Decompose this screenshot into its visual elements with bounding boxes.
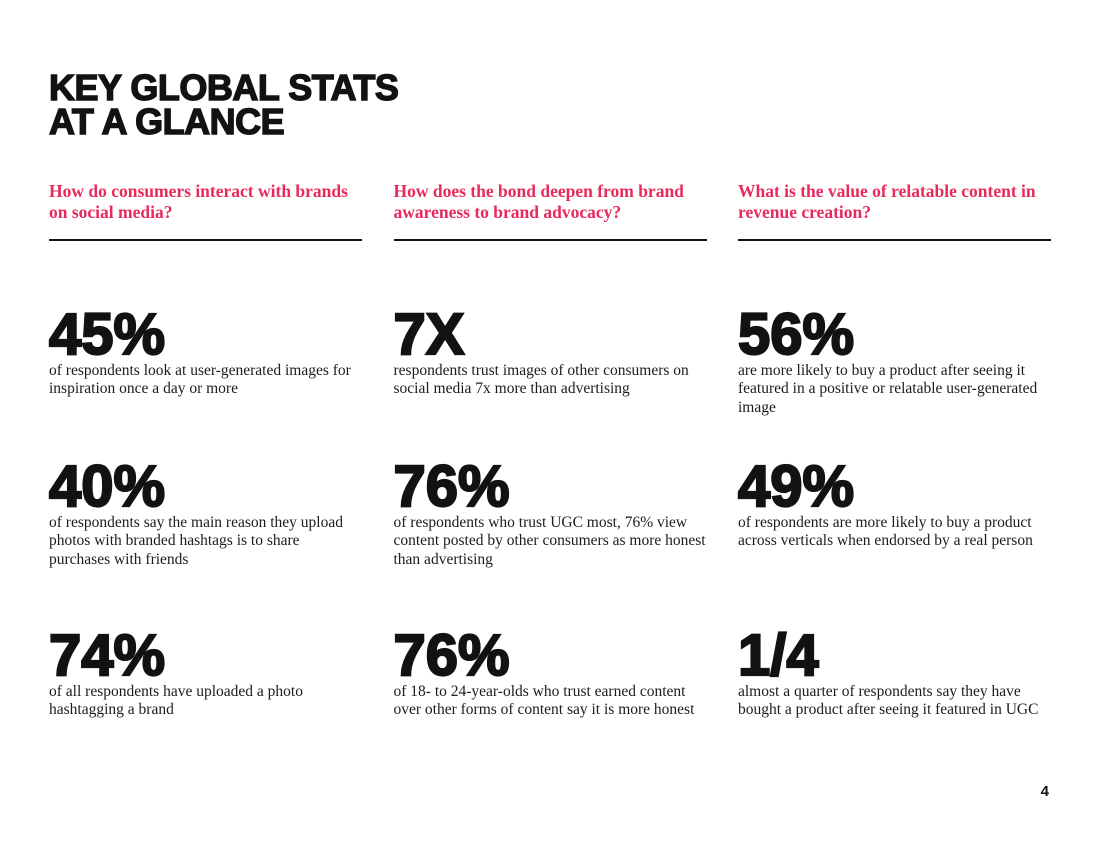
stat-value: 76% [393, 622, 510, 688]
stat-value: 76% [393, 453, 510, 519]
stat-description: of all respondents have uploaded a photo hashtagging a brand [49, 683, 303, 719]
stat-value: 40% [49, 453, 166, 519]
stat-value: 45% [49, 301, 166, 367]
stat-value: 1/4 [738, 622, 819, 688]
stat-description: respondents trust images of other consumers on social media 7x more than advertising [393, 362, 689, 398]
column-question-3: What is the value of relatable content in revenue creation? [738, 181, 1051, 241]
stat-description: almost a quarter of respondents say they have bought a product after seeing it featured in UGC [738, 683, 1039, 719]
stat-description: of respondents who trust UGC most, 76% view content posted by other consumers as more honest than advertising [393, 514, 706, 568]
stat-description: of respondents look at user-generated images for inspiration once a day or more [49, 362, 351, 398]
column-question-1: How do consumers interact with brands on social media? [49, 181, 362, 241]
column-question-2: How does the bond deepen from brand awareness to brand advocacy? [394, 181, 707, 241]
stat-value: 7X [393, 301, 465, 367]
stat-description: are more likely to buy a product after seeing it featured in a positive or relatable user-generated image [738, 362, 1038, 416]
stat-description: of 18- to 24-year-olds who trust earned content over other forms of content say it is more honest [393, 683, 695, 719]
stat-value: 56% [738, 301, 855, 367]
page-title-line2: AT A GLANCE [49, 101, 285, 143]
stat-description: of respondents are more likely to buy a product across verticals when endorsed by a real person [738, 514, 1033, 550]
stats-grid [49, 181, 1051, 749]
stat-value: 74% [49, 622, 166, 688]
page-title [49, 67, 399, 143]
page-number: 4 [1040, 783, 1049, 800]
page-title-line1: KEY GLOBAL STATS [49, 67, 399, 108]
stat-value: 49% [738, 453, 855, 519]
stat-description: of respondents say the main reason they upload photos with branded hashtags is to share purchases with friends [49, 514, 343, 568]
